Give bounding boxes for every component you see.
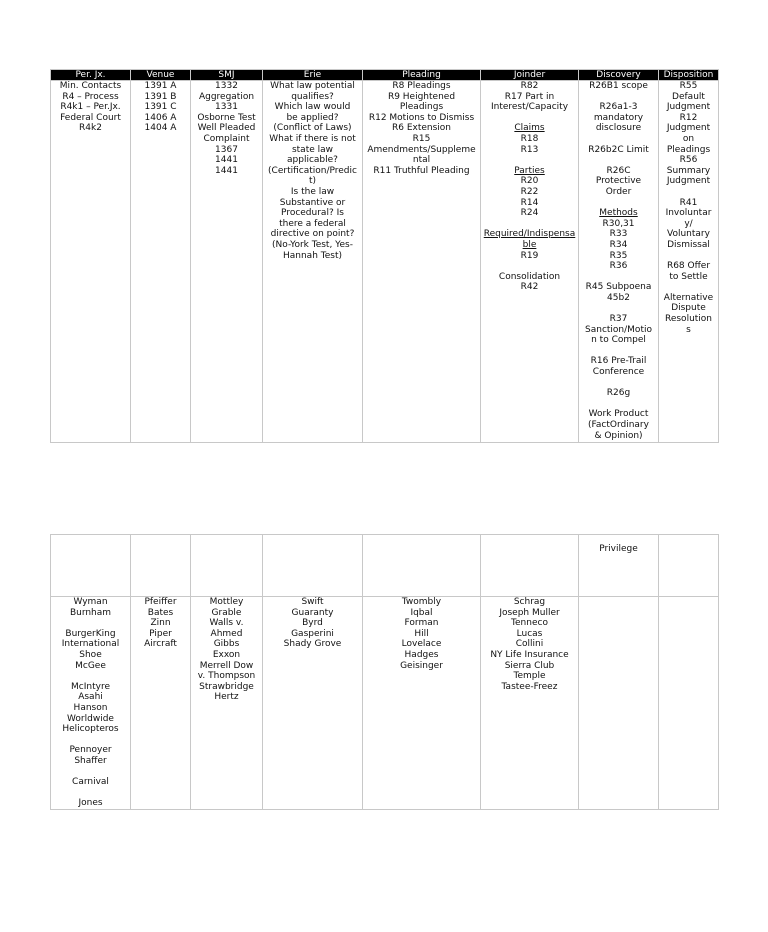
text-line: McGee <box>75 660 106 671</box>
text-line: R41 <box>679 197 698 208</box>
text-line: R33 <box>609 229 628 240</box>
text-line: Iqbal <box>410 607 433 618</box>
text-line: Geisinger <box>400 660 443 671</box>
text-line: Pleadings <box>666 144 711 155</box>
text-line: Well Pleaded <box>197 123 256 134</box>
privilege-cell <box>579 535 659 597</box>
discovery-r26g: R26g <box>606 388 631 399</box>
text-line: R18 <box>520 133 539 144</box>
text-line: Strawbridge <box>199 681 254 692</box>
text-line: Joseph Muller <box>499 607 560 618</box>
per-jx-cell <box>51 81 131 443</box>
text-line: Grable <box>211 607 242 618</box>
text-line: ntal <box>412 155 431 166</box>
text-line: R4 – Process <box>62 91 119 102</box>
text-line: R68 Offer <box>666 261 711 272</box>
text-line: Swift <box>301 597 324 607</box>
text-line: Sierra Club <box>504 660 555 671</box>
text-line: R36 <box>609 261 628 272</box>
text-line: R35 <box>609 250 628 261</box>
text-line: Consolidation <box>498 271 561 282</box>
text-line: Lovelace <box>401 639 442 650</box>
text-line: Hertz <box>214 692 239 703</box>
text-line: R19 <box>520 250 539 261</box>
text-line: (No-York Test, Yes- <box>272 239 353 250</box>
text-line: R22 <box>520 186 539 197</box>
text-line: Hannah Test) <box>282 250 342 261</box>
text-line: 45b2 <box>607 292 630 303</box>
required-heading-1: Required/Indispensa <box>483 229 576 240</box>
text-line: International <box>61 639 120 650</box>
text-line: Lucas <box>516 628 543 639</box>
text-line: R12 Motions to Dismiss <box>368 112 475 123</box>
header-venue: Venue <box>131 70 191 81</box>
text-line: Guaranty <box>291 607 334 618</box>
text-line: Amendments/Suppleme <box>367 144 476 155</box>
erie-cell <box>263 81 363 443</box>
text-line: Summary <box>666 165 711 176</box>
text-line: R82 <box>520 81 539 91</box>
text-line: Walls v. <box>209 618 244 629</box>
text-line: Hanson <box>73 702 108 713</box>
text-line: Complaint <box>203 133 250 144</box>
text-line: Tenneco <box>511 618 548 629</box>
text-line: 1332 <box>215 81 238 91</box>
text-line: Collini <box>515 639 544 650</box>
discovery-cell <box>579 81 659 443</box>
text-line: R12 <box>679 112 698 123</box>
text-line: qualifies? <box>291 91 334 102</box>
text-line: on <box>682 133 695 144</box>
header-joinder: Joinder <box>481 70 579 81</box>
header-per-jx: Per. Jx. <box>51 70 131 81</box>
case-header-row <box>51 535 719 597</box>
text-line: Procedural? Is <box>281 208 344 219</box>
text-line: Voluntary <box>667 229 710 240</box>
text-line: Mottley <box>209 597 244 607</box>
text-line: Bates <box>147 607 174 618</box>
text-line: Resolution <box>664 314 713 325</box>
text-line: Shoe <box>79 649 102 660</box>
cases-row <box>51 597 719 810</box>
text-line: Interest/Capacity <box>490 102 569 113</box>
text-line: Tastee-Freez <box>501 681 558 692</box>
text-line: R26a1-3 <box>599 102 638 113</box>
text-line: Substantive or <box>279 197 346 208</box>
smj-cell <box>191 81 263 443</box>
text-line: R24 <box>520 208 539 219</box>
text-line: n to Compel <box>591 335 646 346</box>
text-line: McIntyre <box>71 681 110 692</box>
erie-cases <box>263 597 363 810</box>
header-smj: SMJ <box>191 70 263 81</box>
text-line: Forman <box>404 618 439 629</box>
text-line: applicable? <box>287 155 338 166</box>
text-line: Pfeiffer <box>144 597 177 607</box>
text-line: R17 Part in <box>504 91 555 102</box>
text-line: 1391 B <box>144 91 177 102</box>
text-line: Pleadings <box>399 102 444 113</box>
text-line: R34 <box>609 239 628 250</box>
text-line: Sanction/Motio <box>585 324 652 335</box>
text-line: Schrag <box>513 597 546 607</box>
text-line: Twombly <box>401 597 442 607</box>
joinder-cases <box>481 597 579 810</box>
disposition-cell <box>659 81 719 443</box>
text-line: Shady Grove <box>283 639 342 650</box>
text-line: Merrell Dow <box>199 660 254 671</box>
text-line: Which law would <box>274 102 351 113</box>
rules-row <box>51 81 719 443</box>
text-line: R13 <box>520 144 539 155</box>
text-line: Shaffer <box>74 755 107 766</box>
text-line: Worldwide <box>67 713 114 724</box>
claims-heading: Claims <box>514 123 545 134</box>
text-line: Federal Court <box>60 112 121 123</box>
text-line: Judgment <box>666 176 711 187</box>
text-line: Alternative <box>663 292 714 303</box>
text-line: R8 Pleadings <box>392 81 451 91</box>
text-line: (FactOrdinary <box>588 420 649 430</box>
text-line: 1391 C <box>144 102 177 113</box>
text-line: Gasperini <box>291 628 334 639</box>
text-line: Ahmed <box>210 628 243 639</box>
text-line: Asahi <box>78 692 103 703</box>
text-line: Conference <box>592 367 645 378</box>
text-line: R45 Subpoena <box>585 282 652 293</box>
text-line: R56 <box>679 155 698 166</box>
text-line: Is the law <box>290 186 335 197</box>
text-line: & Opinion) <box>594 430 643 441</box>
text-line: Jones <box>78 798 103 809</box>
text-line: y/ <box>684 218 693 229</box>
methods-heading: Methods <box>599 208 638 219</box>
pleading-cases <box>363 597 481 810</box>
text-line: Temple <box>513 671 546 682</box>
text-line: (Conflict of Laws) <box>273 123 352 134</box>
text-line: 1391 A <box>144 81 177 91</box>
text-line: Osborne Test <box>197 112 256 123</box>
text-line: Judgment <box>666 102 711 113</box>
text-line: R4k2 <box>79 123 102 134</box>
text-line: BurgerKing <box>65 628 116 639</box>
text-line: R55 <box>679 81 698 91</box>
header-pleading: Pleading <box>363 70 481 81</box>
text-line: R9 Heightened <box>387 91 456 102</box>
text-line: Involuntar <box>665 208 712 219</box>
text-line: Protective <box>595 176 642 187</box>
text-line: directive on point? <box>270 229 355 240</box>
text-line: Wyman <box>73 597 108 607</box>
text-line: Default <box>672 91 705 102</box>
text-line: 1331 <box>215 102 238 113</box>
text-line: R11 Truthful Pleading <box>373 165 470 176</box>
text-line: Exxon <box>212 649 241 660</box>
text-line: R30,31 <box>602 218 635 229</box>
text-line: Judgment <box>666 123 711 134</box>
header-disposition: Disposition <box>659 70 719 81</box>
discovery-scope: R26B1 scope <box>589 81 648 91</box>
text-line: Dispute <box>671 303 706 314</box>
text-line: R42 <box>520 282 539 293</box>
text-line: Aggregation <box>198 91 255 102</box>
text-line: R26C <box>606 165 631 176</box>
text-line: Pennoyer <box>69 745 112 756</box>
text-line: mandatory <box>593 112 644 123</box>
text-line: R15 <box>412 133 431 144</box>
privilege-label: Privilege <box>599 544 638 554</box>
text-line: R6 Extension <box>391 123 452 134</box>
text-line: Carnival <box>72 777 109 788</box>
text-line: Zinn <box>150 618 171 629</box>
text-line: Order <box>605 186 632 197</box>
text-line: R4k1 – Per.Jx. <box>60 102 121 113</box>
pleading-cell <box>363 81 481 443</box>
header-discovery: Discovery <box>579 70 659 81</box>
text-line: 1367 <box>215 144 238 155</box>
joinder-cell <box>481 81 579 443</box>
text-line: Byrd <box>302 618 323 629</box>
text-line: What law potential <box>270 81 355 91</box>
required-heading-2: ble <box>522 239 537 250</box>
venue-cases <box>131 597 191 810</box>
text-line: 1404 A <box>144 123 177 134</box>
text-line: R20 <box>520 176 539 187</box>
text-line: What if there is not <box>269 133 356 144</box>
text-line: R14 <box>520 197 539 208</box>
text-line: Hadges <box>404 649 439 660</box>
text-line: there a federal <box>279 218 346 229</box>
text-line: Piper <box>149 628 172 639</box>
text-line: Work Product <box>588 409 649 420</box>
text-line: (Certification/Predic <box>268 165 357 176</box>
text-line: Aircraft <box>144 639 177 650</box>
per-jx-cases <box>51 597 131 810</box>
text-line: 1441 <box>215 165 238 176</box>
text-line: Dismissal <box>667 239 710 250</box>
text-line: 1441 <box>215 155 238 166</box>
procedure-outline-table <box>50 69 719 443</box>
text-line: R37 <box>609 314 628 325</box>
text-line: 1406 A <box>144 112 177 123</box>
text-line: to Settle <box>669 271 708 282</box>
discovery-limit: R26b2C Limit <box>588 144 649 155</box>
text-line: R16 Pre-Trail <box>590 356 647 367</box>
text-line: disclosure <box>595 123 642 134</box>
smj-cases <box>191 597 263 810</box>
text-line: s <box>686 324 691 335</box>
venue-cell <box>131 81 191 443</box>
text-line: NY Life Insurance <box>490 649 569 660</box>
header-row <box>51 70 719 81</box>
parties-heading: Parties <box>514 165 545 176</box>
text-line: Gibbs <box>213 639 240 650</box>
header-erie: Erie <box>263 70 363 81</box>
text-line: be applied? <box>286 112 339 123</box>
text-line: t) <box>308 176 317 187</box>
text-line: Hill <box>414 628 429 639</box>
text-line: state law <box>291 144 334 155</box>
text-line: Burnham <box>69 607 112 618</box>
text-line: Min. Contacts <box>59 81 122 91</box>
text-line: Helicopteros <box>62 724 119 735</box>
case-list-table <box>50 534 719 810</box>
text-line: v. Thompson <box>197 671 256 682</box>
